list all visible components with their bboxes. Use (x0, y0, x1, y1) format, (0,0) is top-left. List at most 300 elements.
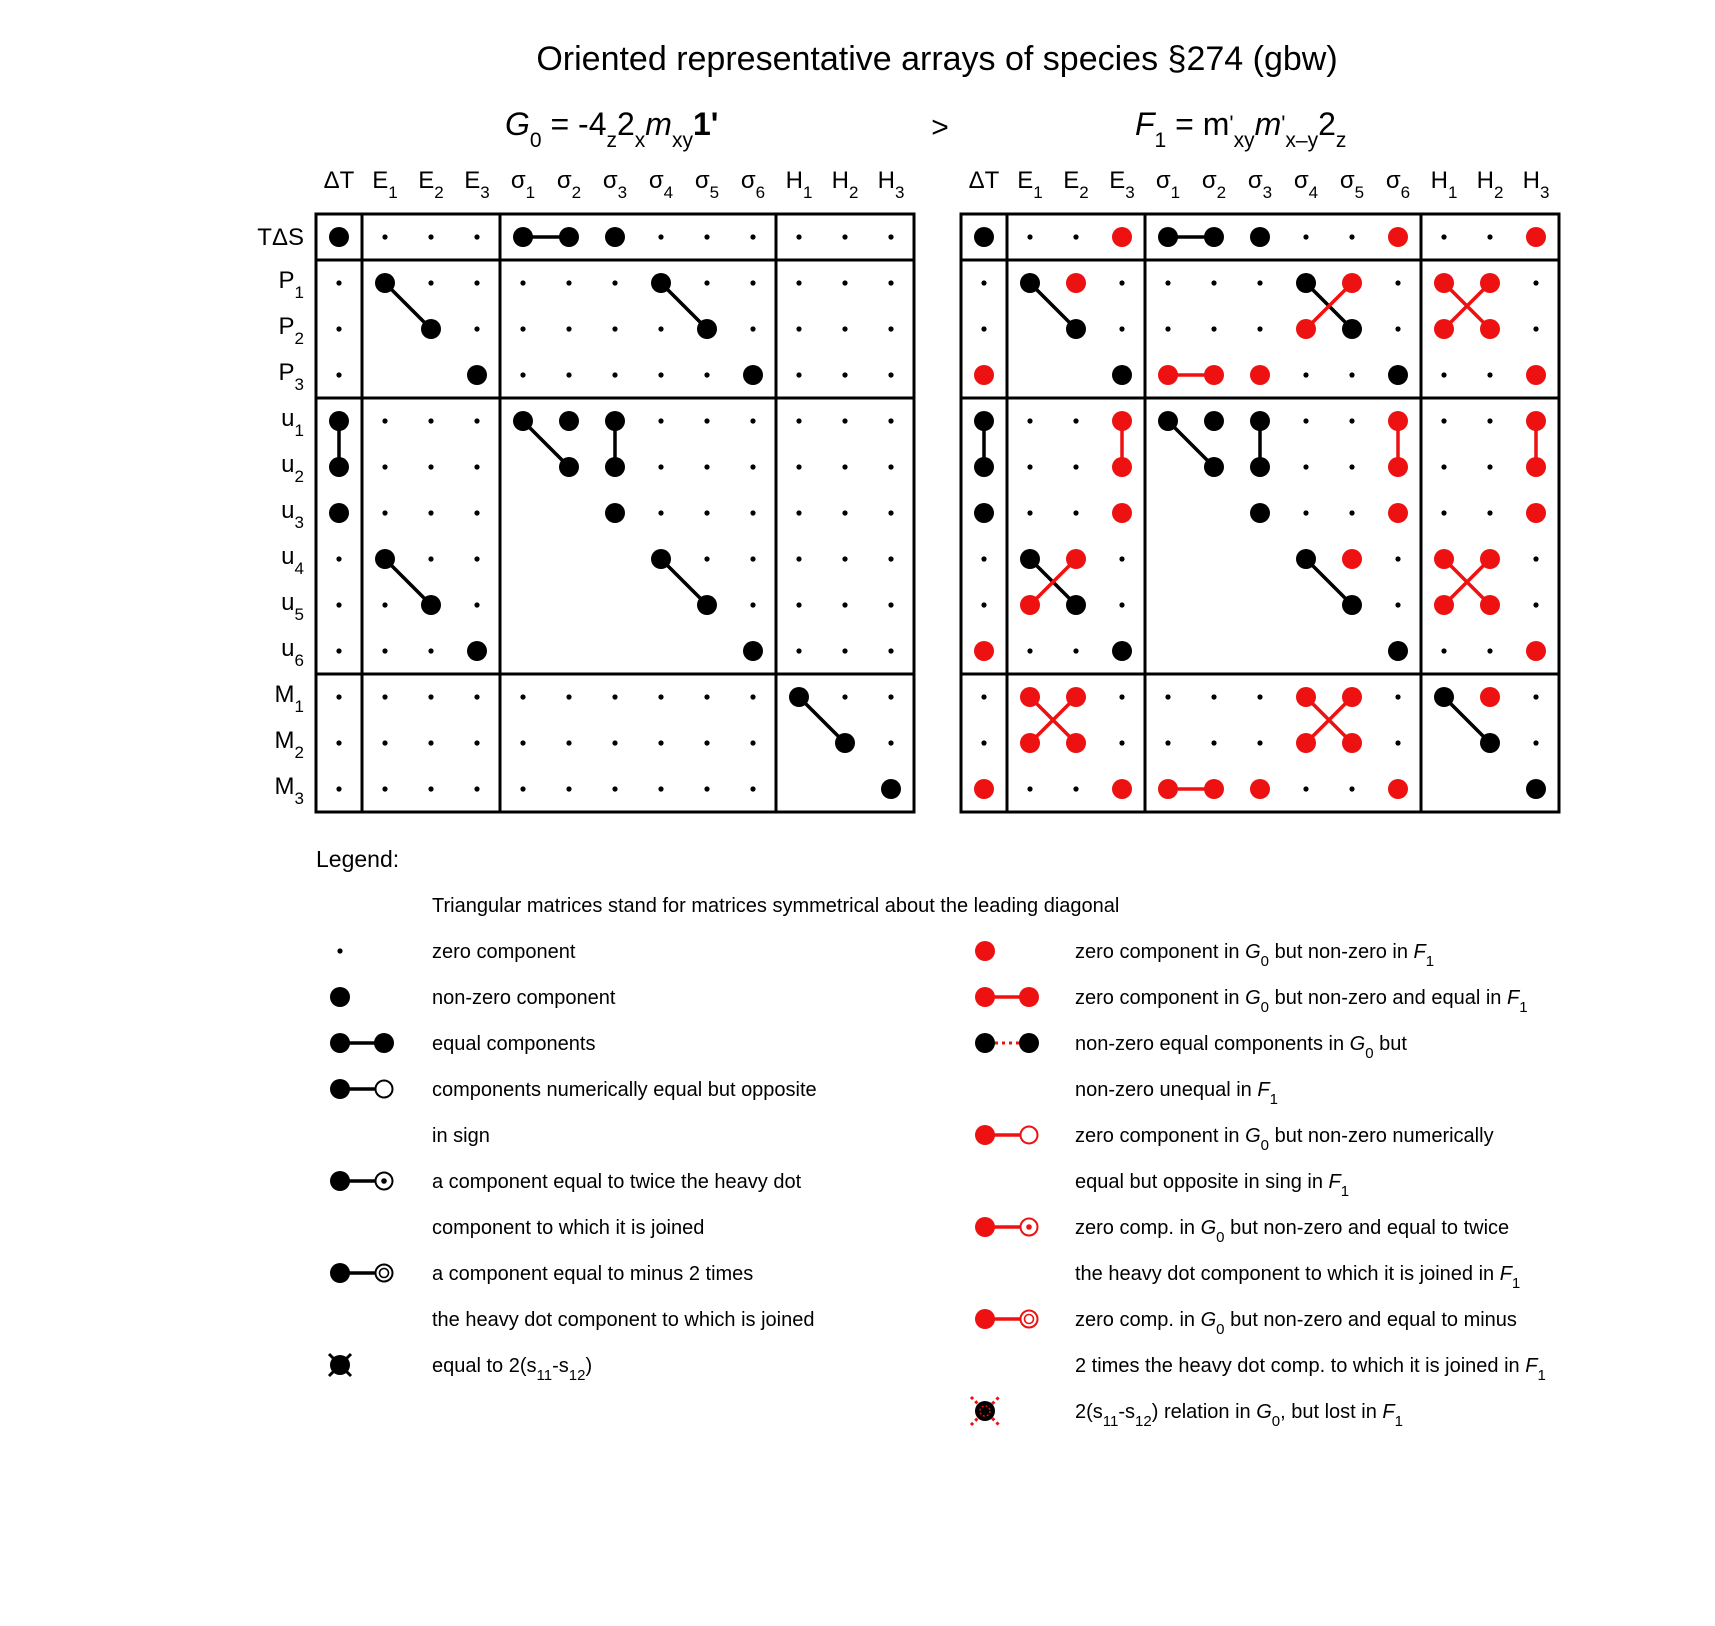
small-dot (1027, 786, 1032, 791)
big-dot (1342, 319, 1362, 339)
big-dot (467, 641, 487, 661)
red-dot (1066, 273, 1086, 293)
small-dot (888, 280, 893, 285)
small-dot (474, 556, 479, 561)
column-header: $\sigma_2$ (556, 167, 582, 202)
row-header: $u_3$ (281, 497, 304, 532)
red-dot (1112, 503, 1132, 523)
red-dot (1112, 411, 1132, 431)
small-dot (428, 740, 433, 745)
small-dot (1073, 510, 1078, 515)
red-dot (1480, 595, 1500, 615)
big-dot (559, 227, 579, 247)
small-dot (658, 464, 663, 469)
red-dot (1526, 641, 1546, 661)
red-dot (1112, 779, 1132, 799)
legend-text: zero comp. in $G_0$ but non-zero and equal to minus (1075, 1309, 1517, 1338)
small-dot (382, 234, 387, 239)
small-dot (1073, 786, 1078, 791)
small-dot (1303, 464, 1308, 469)
relation-symbol: > (931, 111, 949, 144)
legend-item (330, 1171, 802, 1239)
small-dot (704, 464, 709, 469)
small-dot (566, 740, 571, 745)
big-dot (1250, 227, 1270, 247)
column-header: $\sigma_4$ (648, 167, 674, 202)
small-dot (1027, 510, 1032, 515)
small-dot (1349, 464, 1354, 469)
red-dot (1388, 779, 1408, 799)
small-dot (474, 464, 479, 469)
small-dot (658, 234, 663, 239)
column-header: $E_1$ (1017, 167, 1043, 202)
big-dot (1388, 365, 1408, 385)
big-dot (881, 779, 901, 799)
small-dot (1441, 234, 1446, 239)
red-dot (974, 641, 994, 661)
legend-item (337, 941, 575, 963)
small-dot (750, 464, 755, 469)
small-dot (566, 372, 571, 377)
small-dot (520, 694, 525, 699)
small-dot (382, 464, 387, 469)
big-dot (1296, 273, 1316, 293)
column-header: $\sigma_3$ (1247, 167, 1273, 202)
small-dot (1119, 556, 1124, 561)
small-dot (750, 326, 755, 331)
legend-item (330, 1079, 817, 1147)
small-dot (1119, 326, 1124, 331)
big-dot (835, 733, 855, 753)
small-dot (704, 556, 709, 561)
small-dot (842, 694, 847, 699)
small-dot (981, 326, 986, 331)
small-dot (1533, 694, 1538, 699)
small-dot (336, 786, 341, 791)
small-dot (658, 326, 663, 331)
crossed-dot-symbol (329, 1354, 351, 1376)
big-dot (467, 365, 487, 385)
small-dot (658, 372, 663, 377)
row-header: $M_3$ (274, 773, 304, 808)
small-dot (382, 694, 387, 699)
column-header: $\sigma_5$ (694, 167, 720, 202)
small-dot (428, 234, 433, 239)
big-dot (1066, 319, 1086, 339)
small-dot (1303, 786, 1308, 791)
small-dot (382, 740, 387, 745)
small-dot (382, 602, 387, 607)
small-dot (888, 694, 893, 699)
small-dot (612, 326, 617, 331)
red-dot (1204, 779, 1224, 799)
legend-item (330, 1033, 595, 1055)
big-dot (329, 503, 349, 523)
small-dot (750, 234, 755, 239)
big-dot (974, 457, 994, 477)
small-dot (1395, 326, 1400, 331)
small-dot (336, 648, 341, 653)
red-dot (1066, 549, 1086, 569)
small-dot (520, 372, 525, 377)
small-dot (750, 418, 755, 423)
small-dot (520, 786, 525, 791)
legend-item (975, 987, 1528, 1016)
small-dot (704, 786, 709, 791)
small-dot (888, 556, 893, 561)
row-header: $P_1$ (278, 267, 304, 302)
big-dot (697, 595, 717, 615)
red-dot (1020, 733, 1040, 753)
small-dot (796, 648, 801, 653)
column-header: $\sigma_1$ (1155, 167, 1181, 202)
big-dot (1112, 365, 1132, 385)
legend-item (975, 1033, 1407, 1108)
legend-text: non-zero equal components in $G_0$ but (1075, 1033, 1407, 1062)
red-dot (1296, 733, 1316, 753)
big-dot (743, 365, 763, 385)
small-dot (842, 280, 847, 285)
small-dot (1533, 602, 1538, 607)
diagram-title: Oriented representative arrays of species §274 (gbw) (536, 40, 1338, 78)
red-dot (974, 779, 994, 799)
big-dot (1020, 273, 1040, 293)
column-header: $E_2$ (418, 167, 444, 202)
column-header: $\sigma_3$ (602, 167, 628, 202)
group-f1-heading (1135, 106, 1346, 152)
big-dot (1250, 503, 1270, 523)
big-dot (974, 411, 994, 431)
small-dot (1533, 556, 1538, 561)
column-header: $E_1$ (372, 167, 398, 202)
dotted-pair-symbol (975, 1033, 1039, 1053)
small-dot (382, 648, 387, 653)
big-dot (513, 411, 533, 431)
small-dot (750, 280, 755, 285)
legend-text: a component equal to twice the heavy dot (432, 1171, 802, 1193)
small-dot (1349, 510, 1354, 515)
red-dot (1526, 411, 1546, 431)
small-dot (1073, 234, 1078, 239)
small-dot (336, 602, 341, 607)
small-dot (1119, 694, 1124, 699)
small-dot (658, 694, 663, 699)
legend-text: zero component in $G_0$ but non-zero numerically (1075, 1125, 1494, 1154)
small-dot (1119, 602, 1124, 607)
column-header: $\sigma_5$ (1339, 167, 1365, 202)
big-dot (1296, 549, 1316, 569)
column-header: $H_3$ (877, 167, 905, 202)
small-dot (428, 556, 433, 561)
small-dot (1487, 648, 1492, 653)
red-dot (1204, 365, 1224, 385)
small-dot (888, 602, 893, 607)
small-dot (750, 694, 755, 699)
red-equal-pair-symbol (975, 987, 1039, 1007)
small-dot (1165, 694, 1170, 699)
small-dot (520, 326, 525, 331)
small-dot (1073, 418, 1078, 423)
column-header: $H_1$ (1430, 167, 1458, 202)
big-dot (605, 411, 625, 431)
row-header: $u_2$ (281, 451, 304, 486)
legend-item (975, 1309, 1546, 1384)
small-dot (842, 510, 847, 515)
small-dot (1395, 694, 1400, 699)
big-dot (1342, 595, 1362, 615)
small-dot (1533, 326, 1538, 331)
red-dot (1342, 687, 1362, 707)
legend-item (975, 941, 1434, 970)
small-dot (566, 786, 571, 791)
small-dot-symbol (337, 948, 342, 953)
big-dot (1250, 411, 1270, 431)
row-header: $u_6$ (281, 635, 304, 670)
small-dot (1441, 510, 1446, 515)
big-dot (974, 227, 994, 247)
red-dot (1434, 595, 1454, 615)
small-dot (612, 694, 617, 699)
crossed-dot-lost-symbol (971, 1397, 999, 1425)
red-dot (1158, 779, 1178, 799)
small-dot (428, 464, 433, 469)
small-dot (888, 418, 893, 423)
red-dot (1480, 549, 1500, 569)
column-header: $H_2$ (831, 167, 859, 202)
red-dot (1434, 319, 1454, 339)
legend-text: zero comp. in $G_0$ but non-zero and equal to twice (1075, 1217, 1510, 1246)
small-dot (1303, 418, 1308, 423)
red-dot (1112, 227, 1132, 247)
column-header: $H_2$ (1476, 167, 1504, 202)
red-minus-two-pair-symbol (975, 1309, 1038, 1329)
small-dot (1487, 510, 1492, 515)
row-header: TΔS (257, 224, 304, 251)
big-dot (1204, 227, 1224, 247)
small-dot (1027, 234, 1032, 239)
small-dot (1441, 648, 1446, 653)
red-dot (1388, 411, 1408, 431)
small-dot (428, 648, 433, 653)
small-dot (474, 786, 479, 791)
small-dot (474, 694, 479, 699)
small-dot (428, 280, 433, 285)
column-header: $E_3$ (1109, 167, 1135, 202)
red-dot (1526, 227, 1546, 247)
big-dot (743, 641, 763, 661)
small-dot (336, 556, 341, 561)
big-dot (375, 549, 395, 569)
small-dot (612, 740, 617, 745)
legend-item (329, 1354, 592, 1384)
small-dot (1257, 694, 1262, 699)
big-dot (1020, 549, 1040, 569)
small-dot (750, 602, 755, 607)
small-dot (658, 786, 663, 791)
small-dot (981, 556, 986, 561)
legend-text: equal to $2(s_{11}-s_{12})$ (432, 1355, 593, 1384)
small-dot (1349, 418, 1354, 423)
small-dot (658, 510, 663, 515)
legend-text: equal components (432, 1033, 596, 1055)
big-dot (1434, 687, 1454, 707)
small-dot (474, 280, 479, 285)
small-dot (1211, 280, 1216, 285)
big-dot (974, 503, 994, 523)
small-dot (382, 510, 387, 515)
small-dot (1487, 418, 1492, 423)
small-dot (566, 694, 571, 699)
small-dot (981, 280, 986, 285)
small-dot (796, 234, 801, 239)
legend-note: Triangular matrices stand for matrices symmetrical about the leading diagonal (432, 895, 1120, 917)
big-dot (697, 319, 717, 339)
twice-pair-symbol (330, 1171, 393, 1191)
small-dot (1165, 326, 1170, 331)
small-dot (842, 556, 847, 561)
red-dot (1250, 779, 1270, 799)
small-dot (796, 602, 801, 607)
big-dot (559, 457, 579, 477)
small-dot (336, 694, 341, 699)
big-dot (651, 549, 671, 569)
small-dot (1257, 740, 1262, 745)
small-dot (888, 740, 893, 745)
column-header: $\sigma_6$ (1385, 167, 1411, 202)
small-dot (612, 280, 617, 285)
matrix-f1 (961, 167, 1559, 812)
small-dot (842, 602, 847, 607)
small-dot (796, 510, 801, 515)
small-dot (796, 418, 801, 423)
big-dot (605, 227, 625, 247)
small-dot (981, 740, 986, 745)
big-dot (1158, 227, 1178, 247)
legend-text: zero component in $G_0$ but non-zero and equal in $F_1$ (1075, 987, 1528, 1016)
small-dot (1073, 648, 1078, 653)
small-dot (428, 510, 433, 515)
column-header: $\sigma_2$ (1201, 167, 1227, 202)
red-dot (1388, 503, 1408, 523)
big-dot-symbol (330, 987, 350, 1007)
small-dot (1349, 234, 1354, 239)
big-dot (513, 227, 533, 247)
column-header: $\sigma_1$ (510, 167, 536, 202)
big-dot (559, 411, 579, 431)
small-dot (888, 510, 893, 515)
small-dot (888, 464, 893, 469)
red-dot (1066, 733, 1086, 753)
big-dot (605, 503, 625, 523)
small-dot (1027, 464, 1032, 469)
red-dot (1342, 733, 1362, 753)
row-header: $P_2$ (278, 313, 304, 348)
small-dot (474, 602, 479, 607)
red-dot (1342, 549, 1362, 569)
small-dot (704, 372, 709, 377)
red-dot (1434, 273, 1454, 293)
small-dot (981, 694, 986, 699)
red-dot (1480, 273, 1500, 293)
legend-text: the heavy dot component to which is joined (432, 1309, 815, 1331)
small-dot (1487, 234, 1492, 239)
column-header: ΔT (968, 167, 1000, 194)
small-dot (474, 510, 479, 515)
big-dot (789, 687, 809, 707)
small-dot (704, 280, 709, 285)
column-header: $E_3$ (464, 167, 490, 202)
small-dot (336, 740, 341, 745)
small-dot (382, 786, 387, 791)
equal-pair-symbol (330, 1033, 394, 1053)
legend-text: non-zero unequal in $F_1$ (1075, 1079, 1278, 1108)
big-dot (1526, 779, 1546, 799)
red-dot (1296, 687, 1316, 707)
minus-two-pair-symbol (330, 1263, 393, 1283)
legend-item (975, 1125, 1494, 1200)
big-dot (1204, 411, 1224, 431)
legend-text: zero component in $G_0$ but non-zero in $F_1$ (1075, 941, 1435, 970)
red-dot (974, 365, 994, 385)
small-dot (1257, 326, 1262, 331)
small-dot (888, 234, 893, 239)
legend-item (971, 1397, 1403, 1430)
red-dot (1388, 227, 1408, 247)
big-dot (651, 273, 671, 293)
small-dot (382, 418, 387, 423)
red-dot (1020, 687, 1040, 707)
legend-item (330, 987, 616, 1009)
small-dot (336, 280, 341, 285)
small-dot (1165, 280, 1170, 285)
small-dot (658, 740, 663, 745)
small-dot (1211, 326, 1216, 331)
small-dot (1119, 740, 1124, 745)
big-dot (1480, 733, 1500, 753)
small-dot (888, 648, 893, 653)
big-dot (329, 457, 349, 477)
small-dot (888, 372, 893, 377)
red-dot-symbol (975, 941, 995, 961)
small-dot (796, 556, 801, 561)
red-dot (1480, 319, 1500, 339)
svg-text:F1 = m'xym'x–y2z: $F_1 = m'_{xy}m'_{x-y}2_z$ (1135, 106, 1347, 152)
small-dot (474, 740, 479, 745)
red-dot (1250, 365, 1270, 385)
small-dot (520, 280, 525, 285)
row-header: $u_4$ (281, 543, 304, 578)
small-dot (1073, 464, 1078, 469)
small-dot (566, 280, 571, 285)
small-dot (1303, 372, 1308, 377)
small-dot (658, 418, 663, 423)
small-dot (842, 372, 847, 377)
small-dot (842, 464, 847, 469)
small-dot (474, 418, 479, 423)
red-dot (1526, 503, 1546, 523)
small-dot (1027, 648, 1032, 653)
small-dot (428, 786, 433, 791)
big-dot (1066, 595, 1086, 615)
column-header: $H_3$ (1522, 167, 1550, 202)
red-dot (1526, 457, 1546, 477)
small-dot (704, 418, 709, 423)
big-dot (1388, 641, 1408, 661)
big-dot (329, 227, 349, 247)
small-dot (1441, 418, 1446, 423)
small-dot (1349, 372, 1354, 377)
big-dot (605, 457, 625, 477)
